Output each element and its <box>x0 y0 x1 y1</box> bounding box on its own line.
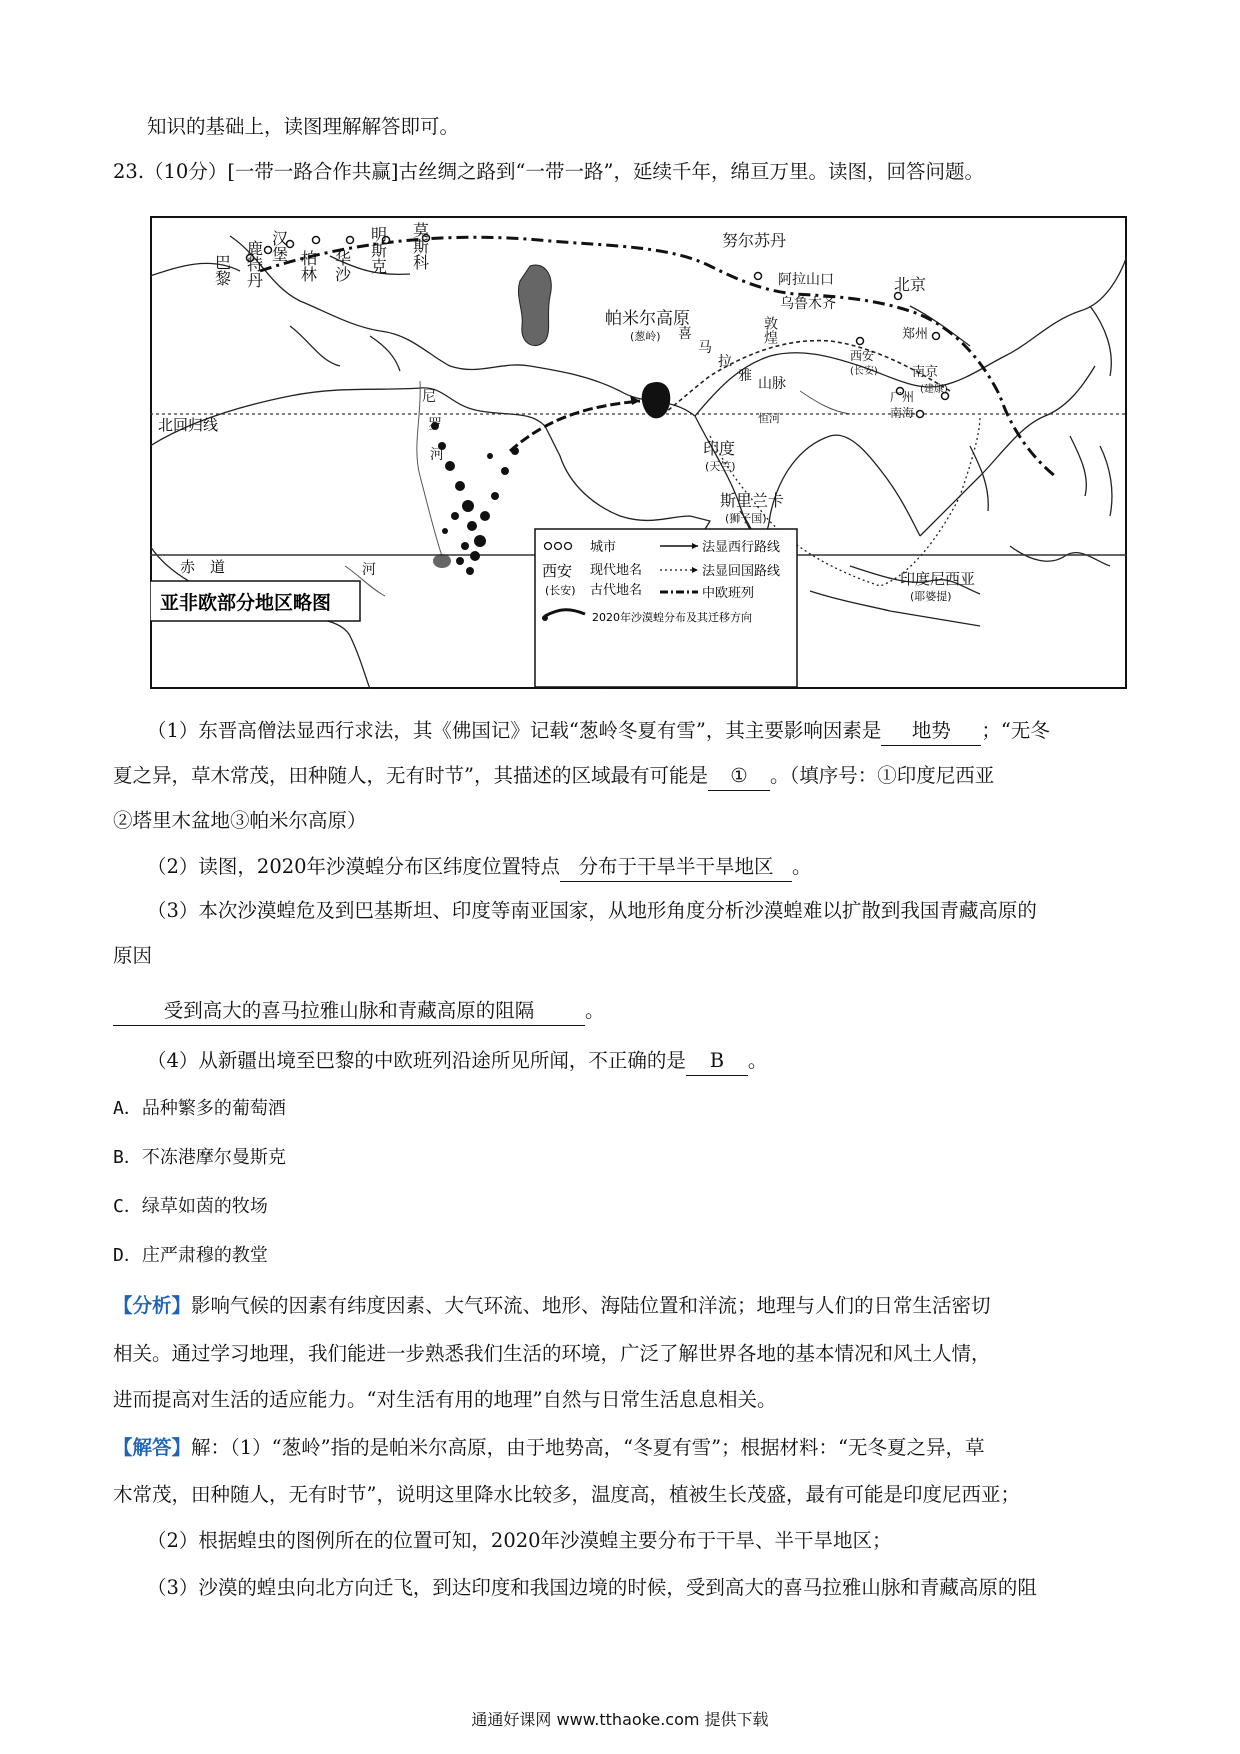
q3-blank: 受到高大的喜马拉雅山脉和青藏高原的阻隔 <box>113 997 585 1026</box>
analysis-line2: 相关。通过学习地理，我们能进一步熟悉我们生活的环境，广泛了解世界各地的基本情况和风土人情， <box>113 1342 991 1365</box>
option-a: A．品种繁多的葡萄酒 <box>113 1098 286 1119</box>
q4-blank: B <box>686 1047 748 1076</box>
place-dunhuang: 敦煌 <box>762 316 778 344</box>
lake-victoria <box>433 554 451 568</box>
caspian-sea <box>518 265 551 346</box>
place-indonesia-old: (耶婆提) <box>910 590 952 603</box>
place-guangzhou: 广州 <box>890 390 915 404</box>
q1-blank-1: 地势 <box>881 717 981 746</box>
question-header: 23.（10分）[一带一路合作共赢]古丝绸之路到“一带一路”，延续千年，绵亘万里。读图，回答问题。 <box>113 160 984 183</box>
legend-locust: 2020年沙漠蝗分布及其迁移方向 <box>592 611 752 624</box>
q3-line3: 受到高大的喜马拉雅山脉和青藏高原的阻隔 。 <box>113 997 605 1026</box>
equator-label: 赤 道 <box>180 558 226 576</box>
legend-city: 城市 <box>590 540 617 555</box>
legend-xian-old: (长安) <box>545 584 576 597</box>
place-india: 印度 <box>703 439 736 458</box>
place-himalaya-1: 喜 <box>678 326 692 342</box>
place-altai: 阿拉山口 <box>778 272 834 288</box>
answer-line4: （3）沙漠的蝗虫向北方向迁飞，到达印度和我国边境的时候，受到高大的喜马拉雅山脉和青藏高原的阻 <box>147 1576 1037 1599</box>
place-india-old: (天竺) <box>705 460 736 473</box>
map-figure <box>150 216 1127 689</box>
legend-ancient: 古代地名 <box>590 583 643 598</box>
q3-line2: 原因 <box>113 944 153 967</box>
place-himalaya-3: 拉 <box>718 354 732 370</box>
map-title: 亚非欧部分地区略图 <box>160 592 332 614</box>
place-pamir: 帕米尔高原 <box>605 309 690 329</box>
q1-line2: 夏之异，草木常茂，田种随人，无有时节”，其描述的区域最有可能是 ① 。（填序号：①印度尼西亚 <box>113 762 994 791</box>
place-nile-2: 罗 <box>428 417 442 433</box>
answer-line3: （2）根据蝗虫的图例所在的位置可知，2020年沙漠蝗主要分布于干旱、半干旱地区； <box>147 1529 892 1552</box>
tropic-label: 北回归线 <box>158 416 219 434</box>
answer-line2: 木常茂，田种随人，无有时节”，说明这里降水比较多，温度高，植被生长茂盛，最有可能是印度尼西亚； <box>113 1483 1020 1506</box>
option-c: C．绿草如茵的牧场 <box>113 1196 268 1217</box>
place-himalaya-4: 雅 <box>738 368 752 384</box>
q4-line: （4）从新疆出境至巴黎的中欧班列沿途所见所闻，不正确的是 B 。 <box>147 1047 767 1076</box>
place-srilanka: 斯里兰卡 <box>720 491 785 510</box>
place-srilanka-old: (狮子国) <box>725 512 767 525</box>
place-xian-old: (长安) <box>850 366 878 377</box>
place-paris: 巴黎 <box>212 254 232 286</box>
q2-line: （2）读图，2020年沙漠蝗分布区纬度位置特点 分布于干旱半干旱地区 。 <box>147 853 812 882</box>
place-nile-3: 河 <box>430 447 444 463</box>
legend-xian: 西安 <box>542 562 573 580</box>
place-himalaya-5: 山脉 <box>758 376 786 392</box>
place-nanjing-old: (建康) <box>920 384 948 395</box>
analysis-line1: 【分析】影响气候的因素有纬度因素、大气环流、地形、海陆位置和洋流；地理与人们的日常生活密切 <box>113 1294 991 1317</box>
q1-blank-2: ① <box>708 762 770 791</box>
place-nursultan: 努尔苏丹 <box>722 231 787 250</box>
legend-route-back: 法显回国路线 <box>702 564 781 579</box>
place-moscow: 莫斯科 <box>410 222 430 270</box>
place-rotterdam: 鹿特丹 <box>244 240 264 288</box>
place-congo: 河 <box>362 562 376 578</box>
place-xian: 西安 <box>850 349 875 363</box>
answer-tag: 【解答】 <box>113 1436 192 1459</box>
legend-route-west: 法显西行路线 <box>702 540 781 555</box>
place-hamburg: 汉堡 <box>269 230 289 262</box>
place-berlin: 柏林 <box>298 250 318 282</box>
page-footer: 通通好课网 www.tthaoke.com 提供下载 <box>471 1710 769 1729</box>
map-legend <box>535 529 797 687</box>
legend-modern: 现代地名 <box>590 563 643 578</box>
legend-train: 中欧班列 <box>702 586 755 601</box>
place-minsk: 明斯克 <box>368 226 388 274</box>
option-b: B．不冻港摩尔曼斯克 <box>113 1147 286 1168</box>
place-nanhai: 南海 <box>890 406 915 420</box>
q3-line1: （3）本次沙漠蝗危及到巴基斯坦、印度等南亚国家，从地形角度分析沙漠蝗难以扩散到我国青藏高原的 <box>147 899 1037 922</box>
answer-line1: 【解答】解：（1）“葱岭”指的是帕米尔高原，由于地势高，“冬夏有雪”；根据材料：“无冬夏之异，草 <box>113 1436 985 1459</box>
place-himalaya-2: 马 <box>698 340 712 356</box>
place-urumqi: 乌鲁木齐 <box>780 296 836 312</box>
place-beijing: 北京 <box>894 275 927 294</box>
q1-line1: （1）东晋高僧法显西行求法，其《佛国记》记载“葱岭冬夏有雪”，其主要影响因素是 地势 ；“无冬 <box>147 717 1050 746</box>
analysis-tag: 【分析】 <box>113 1294 192 1317</box>
q2-blank: 分布于干旱半干旱地区 <box>560 853 792 882</box>
place-zhengzhou: 郑州 <box>902 327 929 342</box>
place-warsaw: 华沙 <box>332 250 352 282</box>
place-indonesia: 印度尼西亚 <box>900 570 976 588</box>
place-nile-1: 尼 <box>422 389 436 405</box>
analysis-line3: 进而提高对生活的适应能力。“对生活有用的地理”自然与日常生活息息相关。 <box>113 1388 777 1411</box>
place-nanjing: 南京 <box>912 365 939 380</box>
place-pamir-old: (葱岭) <box>630 330 661 343</box>
intro-tail: 知识的基础上，读图理解解答即可。 <box>147 115 460 138</box>
place-ganges: 恒河 <box>758 412 780 425</box>
option-d: D．庄严肃穆的教堂 <box>113 1245 268 1266</box>
q1-line3: ②塔里木盆地③帕米尔高原） <box>113 809 367 832</box>
